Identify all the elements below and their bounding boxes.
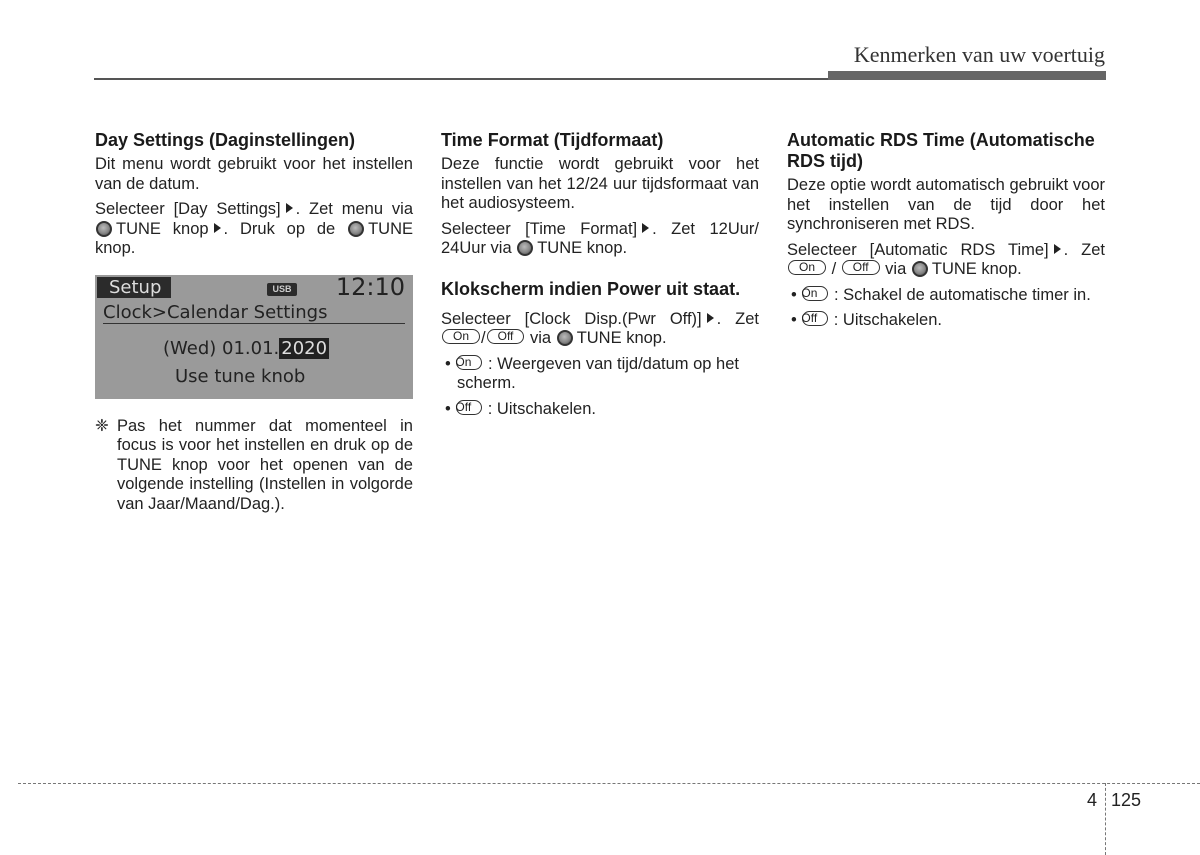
note <box>95 417 413 515</box>
footer-divider <box>1105 783 1106 855</box>
lcd-clock: 12:10 <box>335 274 405 301</box>
tune-knob-icon <box>912 261 928 277</box>
lcd-display-image <box>95 275 413 399</box>
list-item: • On : Weergeven van tijd/datum op het scherm. <box>445 354 739 392</box>
lcd-year-highlight: 2020 <box>281 337 328 359</box>
note-mark-icon: ❈ <box>95 416 109 435</box>
on-button-label: On <box>788 260 826 275</box>
instruction-paragraph <box>787 241 1105 280</box>
on-button-label: On <box>442 329 480 344</box>
instruction-text: . Zet 12Uur/ 24Uur via <box>441 219 759 257</box>
tune-knob-icon <box>348 221 364 237</box>
tune-knob-icon <box>96 221 112 237</box>
arrow-right-icon <box>1054 244 1061 254</box>
paragraph: Deze optie wordt automatisch gebruikt voor het instellen van de tijd door het synchroniseren met RDS. <box>787 176 1105 233</box>
instruction-text: Selecteer [Clock Disp.(Pwr Off)] <box>441 309 702 328</box>
separator: / <box>827 260 841 278</box>
paragraph: Deze functie wordt gebruikt voor het instellen van het 12/24 uur tijdsformaat van het audiosysteem. <box>441 155 759 212</box>
instruction-paragraph <box>441 220 759 259</box>
instruction-text: TUNE knop <box>116 219 209 238</box>
instruction-text: Selecteer [Automatic RDS Time] <box>787 240 1049 259</box>
off-button-label: Off <box>802 311 828 326</box>
section-heading-day-settings: Day Settings (Daginstellingen) <box>95 130 356 150</box>
lcd-setup-label: Setup <box>97 277 171 298</box>
on-button-label: On <box>456 355 482 370</box>
on-button-label: On <box>802 286 828 301</box>
list-item-text: : Weergeven van tijd/datum op het scherm. <box>457 354 739 392</box>
page-number: 125 <box>1111 790 1142 810</box>
lcd-divider <box>103 323 405 324</box>
chapter-number: 4 <box>1087 790 1098 810</box>
instruction-text: . Zet <box>1063 240 1105 259</box>
instruction-text: . Zet menu via <box>295 200 413 218</box>
instruction-text: TUNE knop. <box>95 219 413 257</box>
footer-rule <box>18 783 1200 784</box>
arrow-right-icon <box>707 313 714 323</box>
instruction-text: TUNE knop. <box>931 260 1022 278</box>
instruction-text: TUNE knop. <box>537 239 628 257</box>
column-time-format <box>441 130 759 425</box>
section-heading-rds-time: Automatic RDS Time (Automatische RDS tijd) <box>787 130 1095 171</box>
section-heading-time-format: Time Format (Tijdformaat) <box>441 130 664 150</box>
tune-knob-icon <box>557 330 573 346</box>
off-button-label: Off <box>842 260 880 275</box>
off-button-label: Off <box>456 400 482 415</box>
lcd-hint: Use tune knob <box>175 365 306 387</box>
list-item-text: : Uitschakelen. <box>487 399 596 418</box>
instruction-text: . Druk op de <box>223 219 336 238</box>
instruction-paragraph <box>95 200 413 259</box>
list-item: • On : Schakel de automatische timer in. <box>791 285 1091 304</box>
instruction-paragraph <box>441 310 759 349</box>
lcd-menu-path: Clock>Calendar Settings <box>103 301 328 323</box>
header-title: Kenmerken van uw voertuig <box>853 42 1105 67</box>
lcd-date <box>163 339 329 359</box>
arrow-right-icon <box>214 223 221 233</box>
list-item: • Off : Uitschakelen. <box>445 399 596 418</box>
note-text: Pas het nummer dat momenteel in focus is voor het instellen en druk op de TUNE knop voor het openen van de volgende instelling (Instellen in volgorde van Jaar/Maand/Dag.). <box>117 416 413 513</box>
list-item-text: : Schakel de automatische timer in. <box>833 285 1091 304</box>
paragraph: Dit menu wordt gebruikt voor het instellen van de datum. <box>95 155 413 193</box>
lcd-date-prefix: (Wed) 01.01. <box>163 337 280 359</box>
instruction-text: Selecteer [Time Format] <box>441 219 638 238</box>
usb-icon: USB <box>267 283 297 296</box>
separator: / <box>481 329 486 347</box>
off-button-label: Off <box>487 329 525 344</box>
instruction-text: . Zet <box>716 309 759 328</box>
instruction-text: via <box>530 329 552 347</box>
arrow-right-icon <box>286 203 293 213</box>
column-rds-time <box>787 130 1105 337</box>
section-heading-clock-display: Klokscherm indien Power uit staat. <box>441 278 741 299</box>
instruction-text: TUNE knop. <box>576 329 667 347</box>
instruction-text: Selecteer [Day Settings] <box>95 200 281 218</box>
list-item: • Off : Uitschakelen. <box>791 311 942 329</box>
instruction-text: via <box>885 260 907 278</box>
arrow-right-icon <box>642 223 649 233</box>
list-item-text: : Uitschakelen. <box>833 311 942 329</box>
tune-knob-icon <box>517 240 533 256</box>
column-day-settings <box>95 130 413 514</box>
header-tab <box>828 71 1106 80</box>
